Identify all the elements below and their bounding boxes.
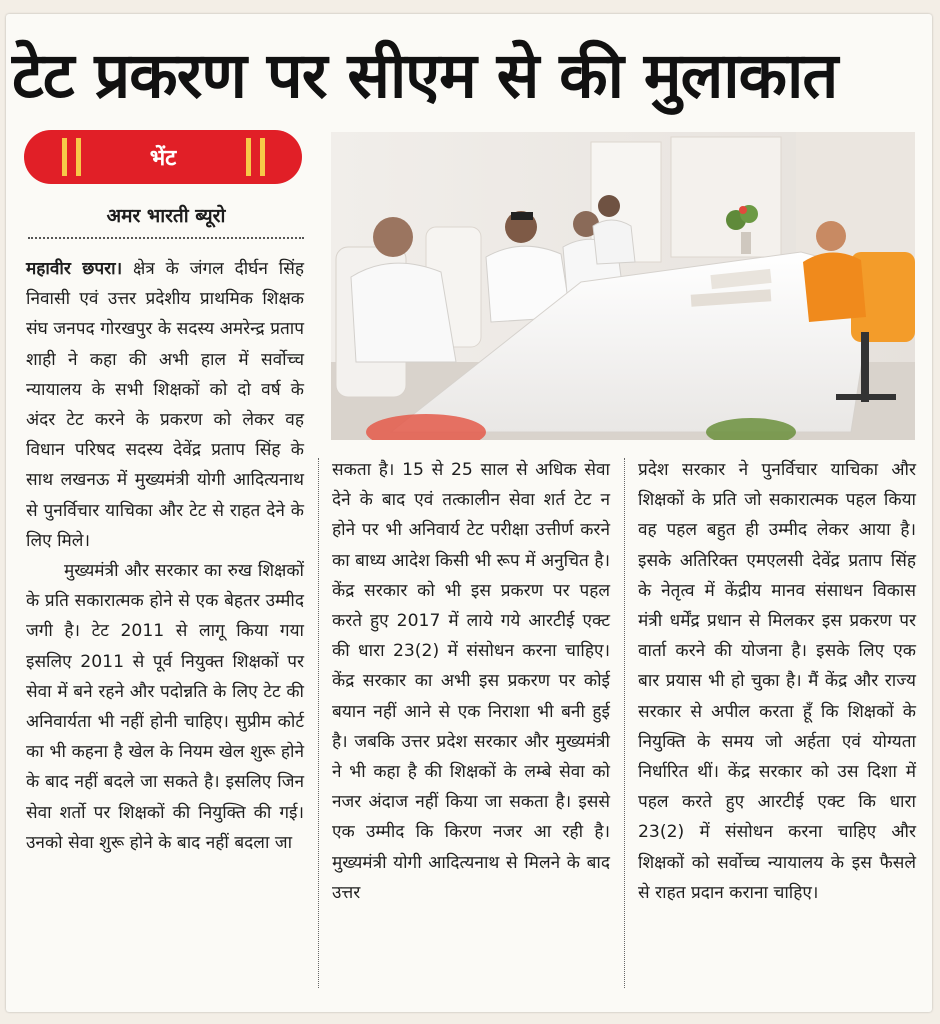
- article-column-2: [332, 455, 610, 908]
- dateline: महावीर छपरा।: [26, 259, 123, 279]
- headline: टेट प्रकरण पर सीएम से की मुलाकात: [12, 39, 838, 112]
- section-tag: [24, 130, 302, 184]
- article-column-1: [26, 254, 304, 858]
- paragraph: मुख्यमंत्री और सरकार का रुख शिक्षकों के प्रति सकारात्मक होने से एक बेहतर उम्मीद जगी है। टेट 2011 से लागू किया गया इसलिए 2011 से पूर्व नियुक्त शिक्षकों पर सेवा में बने रहने और पदोन्नति के लिए टेट की अनिवार्यता भी नहीं होनी चाहिए। सुप्रीम कोर्ट का भी कहना है खेल के नियम खेल शुरू होने के बाद नहीं बदले जा सकते है। इसलिए जिन सेवा शर्तो पर शिक्षकों की नियुक्ति की गई। उनको सेवा शुरू होने के बाद नहीं बदला जा: [26, 561, 304, 853]
- dotted-divider: [28, 237, 304, 239]
- byline: अमर भारती ब्यूरो: [106, 205, 226, 227]
- paragraph: क्षेत्र के जंगल दीर्घन सिंह निवासी एवं उत्तर प्रदेशीय प्राथमिक शिक्षक संघ जनपद गोरखपुर के सदस्य अमरेन्द्र प्रताप शाही ने कहा की अभी हाल में सर्वोच्च न्यायालय के सभी शिक्षकों को दो वर्ष के अंदर टेट करने के प्रकरण को लेकर वह विधान परिषद सदस्य देवेंद्र प्रताप सिंह के साथ लखनऊ में मुख्यमंत्री योगी आदित्यनाथ से पुनर्विचार याचिका और टेट से राहत देने के लिए मिले।: [26, 259, 305, 551]
- paragraph: प्रदेश सरकार ने पुनर्विचार याचिका और शिक्षकों के प्रति जो सकारात्मक पहल किया वह पहल बहुत ही उम्मीद लेकर आया है। इसके अतिरिक्त एमएलसी देवेंद्र प्रताप सिंह के नेतृत्व में केंद्रीय मानव संसाधन विकास मंत्री धर्मेंद्र प्रधान से मिलकर इस प्रकरण पर वार्ता करने की योजना है। इसके लिए एक बार प्रयास भी हो चुका है। मैं केंद्र और राज्य सरकार से अपील करता हूँ कि शिक्षकों के नियुक्ति के समय जो अर्हता एवं योग्यता निर्धारित थीं। केंद्र सरकार को उस दिशा में पहल करते हुए आरटीई एक्ट कि धारा 23(2) में संसोधन करना चाहिए और शिक्षकों को सर्वोच्च न्यायालय के इस फैसले से राहत प्रदान कराना चाहिए।: [638, 460, 916, 903]
- section-tag-label: भेंट: [149, 146, 177, 171]
- article-column-3: [638, 455, 916, 908]
- column-rule: [624, 458, 625, 988]
- column-rule: [318, 458, 319, 988]
- paragraph: सकता है। 15 से 25 साल से अधिक सेवा देने के बाद एवं तत्कालीन सेवा शर्त टेट न होने पर भी अनिवार्य टेट परीक्षा उत्तीर्ण करने का बाध्य आदेश किसी भी रूप में अनुचित है। केंद्र सरकार को भी इस प्रकरण पर पहल करते हुए 2017 में लाये गये आरटीई एक्ट की धारा 23(2) में संसोधन करना चाहिए। केंद्र सरकार का अभी इस प्रकरण पर कोई बयान नहीं आने से एक निराशा भी बनी हुई है। जबकि उत्तर प्रदेश सरकार और मुख्यमंत्री ने भी कहा है की शिक्षकों के लम्बे सेवा को नजर अंदाज नहीं किया जा सकता है। इससे एक उम्मीद कि किरण नजर आ रही है। मुख्यमंत्री योगी आदित्यनाथ से मिलने के बाद उत्तर: [332, 460, 610, 903]
- meeting-photo: [331, 132, 915, 440]
